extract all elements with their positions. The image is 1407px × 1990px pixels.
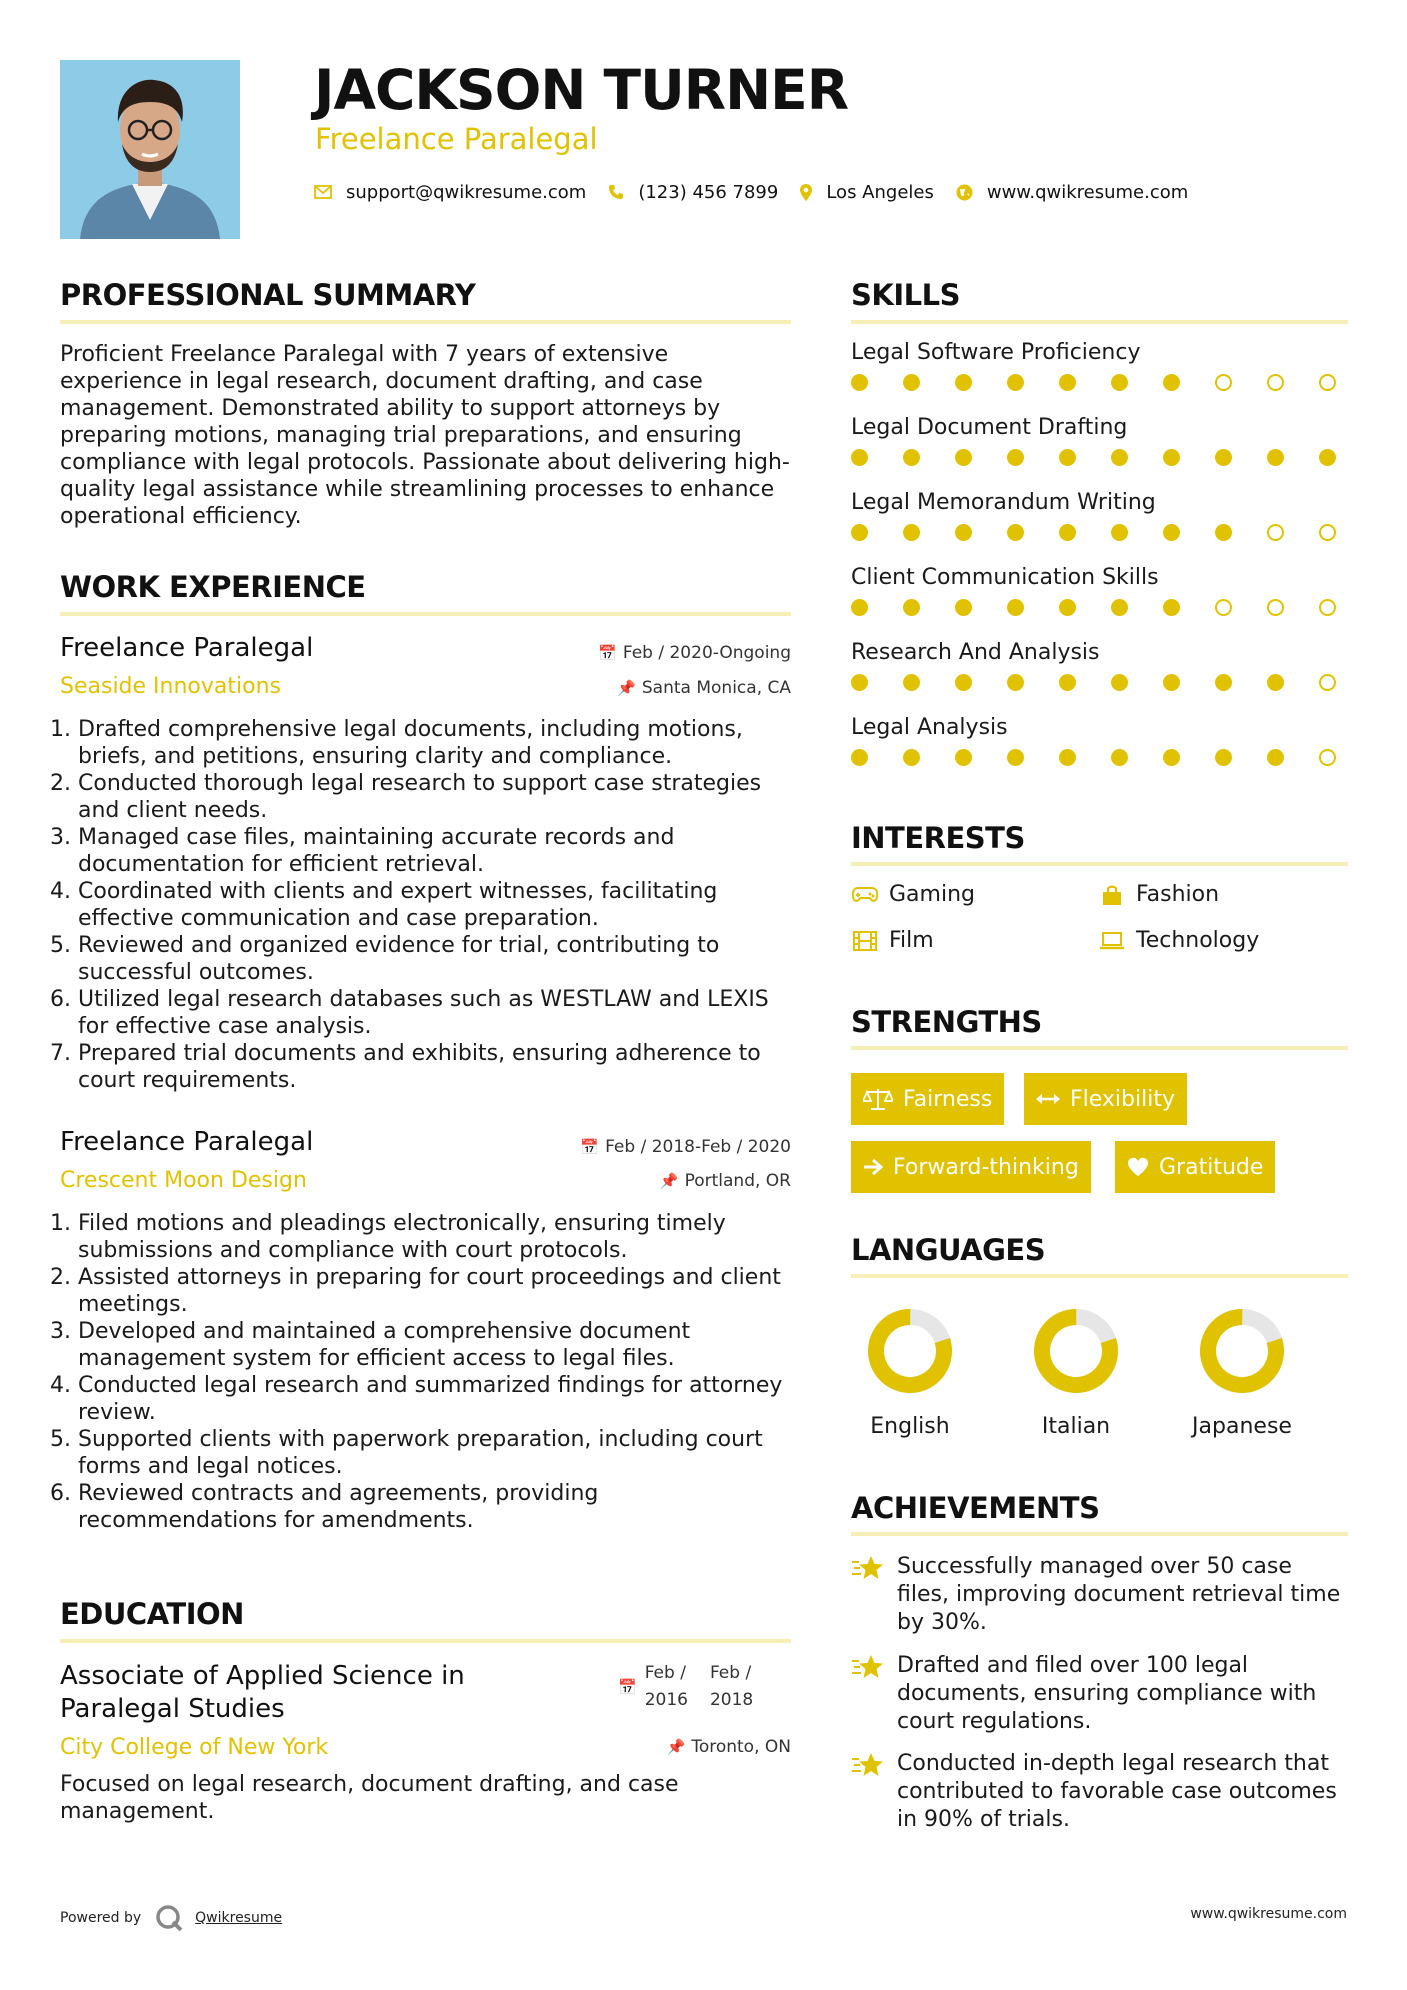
education-degree: Associate of Applied Science in Paralegal Studies	[60, 1661, 465, 1724]
achievement-text: Successfully managed over 50 case files, improving document retrieval time by 30%.	[897, 1554, 1341, 1635]
footer-url[interactable]: www.qwikresume.com	[1190, 1906, 1347, 1922]
rating-dot-filled	[1163, 674, 1180, 691]
rating-dot-filled	[1111, 524, 1128, 541]
interest-label: Fashion	[1136, 882, 1220, 907]
strength-label: Gratitude	[1159, 1154, 1264, 1180]
strength-badge	[851, 1073, 1004, 1125]
star-icon	[851, 1652, 885, 1682]
achievement-text: Conducted in-depth legal research that contributed to favorable case outcomes in 90% of trials.	[897, 1751, 1337, 1832]
map-pin-icon	[800, 184, 812, 201]
education-start	[645, 1660, 688, 1714]
rating-dot-filled	[1007, 599, 1024, 616]
rating-dot-filled	[1267, 449, 1284, 466]
education-dates	[618, 1660, 753, 1714]
language-ring-level	[1033, 1308, 1119, 1394]
skills-list	[851, 340, 1348, 790]
skill-row	[851, 490, 1348, 565]
experience-heading: WORK EXPERIENCE	[60, 570, 366, 604]
job-location	[617, 678, 791, 698]
skill-name: Legal Memorandum Writing	[851, 490, 1156, 515]
languages-chart	[840, 1306, 1340, 1446]
contact-bar	[314, 178, 1210, 206]
achievement-item	[851, 1553, 1348, 1637]
skill-row	[851, 415, 1348, 490]
powered-by-text: Powered by	[60, 1910, 142, 1926]
footer-powered	[60, 1904, 282, 1932]
duty-item: 6. Reviewed contracts and agreements, providing recommendations for amendments.	[78, 1480, 791, 1534]
duty-item: 4. Coordinated with clients and expert witnesses, facilitating effective communication and case preparation.	[78, 878, 791, 932]
profile-photo	[60, 60, 240, 239]
star-icon	[851, 1750, 885, 1780]
contact-location: Los Angeles	[826, 181, 934, 203]
arrows-horizontal-icon	[1036, 1092, 1060, 1106]
rating-dot-filled	[955, 599, 972, 616]
language-ring	[1031, 1306, 1121, 1396]
candidate-title: Freelance Paralegal	[315, 122, 598, 156]
rating-dot-empty	[1319, 749, 1336, 766]
skill-rating	[851, 674, 1336, 691]
strength-badge	[1024, 1073, 1187, 1125]
rating-dot-empty	[1319, 524, 1336, 541]
rating-dot-filled	[1215, 674, 1232, 691]
rating-dot-filled	[851, 524, 868, 541]
laptop-icon	[1098, 929, 1126, 953]
duty-item: 5. Supported clients with paperwork preparation, including court forms and legal notices.	[78, 1426, 791, 1480]
rating-dot-filled	[903, 374, 920, 391]
interest-item	[1098, 928, 1259, 953]
contact-website[interactable]: www.qwikresume.com	[986, 181, 1189, 203]
education-description: Focused on legal research, document drafting, and case management.	[60, 1772, 679, 1824]
rating-dot-filled	[903, 524, 920, 541]
skill-name: Legal Analysis	[851, 715, 1008, 740]
job-company: Crescent Moon Design	[60, 1168, 307, 1193]
language-ring-level	[1199, 1308, 1285, 1394]
rating-dot-empty	[1215, 374, 1232, 391]
rating-dot-filled	[903, 674, 920, 691]
strengths-divider	[851, 1046, 1348, 1050]
rating-dot-filled	[903, 449, 920, 466]
duty-item: 2. Assisted attorneys in preparing for court proceedings and client meetings.	[78, 1264, 791, 1318]
rating-dot-filled	[1111, 449, 1128, 466]
duty-item: 6. Utilized legal research databases such as WESTLAW and LEXIS for effective case analysis.	[78, 986, 791, 1040]
pushpin-icon: 📌	[666, 1738, 686, 1756]
gamepad-icon	[851, 883, 879, 907]
education-end	[710, 1660, 753, 1714]
calendar-icon: 📅	[618, 1678, 637, 1696]
language-ring	[865, 1306, 955, 1396]
job-location	[660, 1171, 791, 1191]
rating-dot-filled	[1007, 374, 1024, 391]
interest-label: Film	[889, 928, 934, 953]
pushpin-icon: 📌	[617, 679, 636, 697]
rating-dot-empty	[1267, 374, 1284, 391]
rating-dot-filled	[955, 749, 972, 766]
job-location-text: Santa Monica, CA	[641, 678, 791, 698]
language-label: Japanese	[1192, 1414, 1292, 1439]
duty-item: 3. Developed and maintained a comprehensive document management system for efficient access to legal files.	[78, 1318, 791, 1372]
rating-dot-filled	[1059, 749, 1076, 766]
language-label: English	[870, 1414, 950, 1439]
skill-row	[851, 640, 1348, 715]
education-divider	[60, 1639, 791, 1643]
education-location-text: Toronto, ON	[691, 1737, 791, 1757]
rating-dot-filled	[955, 674, 972, 691]
arrow-right-icon	[863, 1158, 883, 1176]
language-ring	[1197, 1306, 1287, 1396]
person-portrait-icon	[60, 60, 240, 239]
rating-dot-filled	[1059, 374, 1076, 391]
rating-dot-empty	[1319, 374, 1336, 391]
rating-dot-filled	[1163, 374, 1180, 391]
duty-item: 5. Reviewed and organized evidence for trial, contributing to successful outcomes.	[78, 932, 791, 986]
interests-divider	[851, 862, 1348, 866]
heart-icon	[1127, 1157, 1149, 1177]
achievement-item	[851, 1652, 1348, 1736]
achievement-item	[851, 1750, 1348, 1834]
education-location	[667, 1737, 791, 1757]
rating-dot-filled	[1111, 374, 1128, 391]
rating-dot-filled	[1215, 524, 1232, 541]
job-date	[580, 1137, 791, 1157]
balance-scale-icon	[863, 1087, 893, 1111]
skill-row	[851, 340, 1348, 415]
strength-label: Flexibility	[1070, 1086, 1175, 1112]
education-school: City College of New York	[60, 1735, 329, 1760]
qwikresume-logo-icon	[155, 1904, 183, 1932]
rating-dot-filled	[851, 599, 868, 616]
education-end-year: 2018	[709, 1690, 754, 1710]
rating-dot-filled	[1007, 524, 1024, 541]
rating-dot-filled	[1007, 449, 1024, 466]
duty-item: 1. Drafted comprehensive legal documents, including motions, briefs, and petitions, ensuring clarity and compliance.	[78, 716, 791, 770]
rating-dot-filled	[851, 449, 868, 466]
rating-dot-filled	[851, 674, 868, 691]
rating-dot-empty	[1267, 599, 1284, 616]
interest-item	[851, 928, 934, 953]
job-title: Freelance Paralegal	[60, 633, 314, 663]
education-heading: EDUCATION	[60, 1597, 244, 1631]
achievements-divider	[851, 1532, 1348, 1536]
rating-dot-filled	[1163, 749, 1180, 766]
rating-dot-filled	[1111, 599, 1128, 616]
skill-rating	[851, 599, 1336, 616]
rating-dot-filled	[1267, 749, 1284, 766]
interest-item	[1098, 882, 1219, 907]
rating-dot-filled	[1111, 674, 1128, 691]
rating-dot-filled	[1319, 449, 1336, 466]
language-ring-level	[867, 1308, 953, 1394]
education-start-year: 2016	[644, 1690, 688, 1710]
calendar-icon: 📅	[598, 644, 617, 662]
job-date	[598, 643, 791, 663]
duty-item: 2. Conducted thorough legal research to support case strategies and client needs.	[78, 770, 791, 824]
language-label: Italian	[1041, 1414, 1111, 1439]
skill-name: Client Communication Skills	[851, 565, 1159, 590]
film-icon	[851, 929, 879, 953]
job-duties	[60, 1210, 791, 1534]
rating-dot-filled	[903, 599, 920, 616]
skill-rating	[851, 449, 1336, 466]
education-start-month: Feb /	[644, 1663, 686, 1683]
rating-dot-filled	[1215, 449, 1232, 466]
skill-rating	[851, 524, 1336, 541]
rating-dot-filled	[851, 749, 868, 766]
star-icon	[851, 1553, 885, 1583]
skill-rating	[851, 749, 1336, 766]
rating-dot-filled	[903, 749, 920, 766]
interests-heading: INTERESTS	[851, 821, 1025, 855]
rating-dot-empty	[1319, 674, 1336, 691]
job-title: Freelance Paralegal	[60, 1127, 314, 1157]
summary-heading: PROFESSIONAL SUMMARY	[60, 278, 476, 312]
rating-dot-filled	[1163, 449, 1180, 466]
job-location-text: Portland, OR	[684, 1171, 791, 1191]
experience-divider	[60, 612, 791, 616]
achievement-text: Drafted and filed over 100 legal documents, ensuring compliance with court regulations.	[897, 1653, 1317, 1734]
duty-item: 7. Prepared trial documents and exhibits, ensuring adherence to court requirements.	[78, 1040, 791, 1094]
phone-icon	[608, 184, 624, 200]
rating-dot-filled	[1007, 749, 1024, 766]
rating-dot-filled	[851, 374, 868, 391]
skills-heading: SKILLS	[851, 278, 960, 312]
rating-dot-filled	[955, 449, 972, 466]
strength-badge	[1115, 1141, 1275, 1193]
strength-label: Fairness	[903, 1086, 993, 1112]
globe-icon	[956, 184, 973, 201]
rating-dot-filled	[1215, 749, 1232, 766]
skill-row	[851, 565, 1348, 640]
rating-dot-filled	[1059, 449, 1076, 466]
rating-dot-filled	[1163, 599, 1180, 616]
interest-label: Gaming	[889, 882, 975, 907]
interest-label: Technology	[1136, 928, 1260, 953]
languages-heading: LANGUAGES	[851, 1233, 1046, 1267]
envelope-icon	[314, 185, 332, 199]
skill-name: Research And Analysis	[851, 640, 1100, 665]
skill-row	[851, 715, 1348, 790]
rating-dot-filled	[1059, 599, 1076, 616]
strength-badge	[851, 1141, 1091, 1193]
job-date-text: Feb / 2020-Ongoing	[622, 643, 791, 663]
rating-dot-empty	[1215, 599, 1232, 616]
languages-divider	[851, 1274, 1348, 1278]
duty-item: 3. Managed case files, maintaining accurate records and documentation for efficient retrieval.	[78, 824, 791, 878]
rating-dot-filled	[1163, 524, 1180, 541]
rating-dot-filled	[1267, 674, 1284, 691]
strength-label: Forward-thinking	[893, 1154, 1079, 1180]
achievements-heading: ACHIEVEMENTS	[851, 1491, 1100, 1525]
rating-dot-filled	[1007, 674, 1024, 691]
rating-dot-filled	[1059, 524, 1076, 541]
pushpin-icon: 📌	[659, 1172, 679, 1190]
skill-name: Legal Document Drafting	[851, 415, 1128, 440]
candidate-name: JACKSON TURNER	[314, 58, 849, 122]
rating-dot-empty	[1319, 599, 1336, 616]
calendar-icon: 📅	[580, 1138, 600, 1156]
summary-divider	[60, 320, 791, 324]
job-duties	[60, 716, 791, 1094]
job-date-text: Feb / 2018-Feb / 2020	[605, 1137, 791, 1157]
rating-dot-filled	[1059, 674, 1076, 691]
interest-item	[851, 882, 975, 907]
education-end-month: Feb /	[709, 1663, 752, 1683]
summary-text: Proficient Freelance Paralegal with 7 years of extensive experience in legal research, document drafting, and case management. Demonstrated ability to support attorneys by preparing motions, managing trial preparations, and ensuring compliance with legal protocols. Passionate about delivering high-quality legal assistance while streamlining processes to enhance operational efficiency.	[60, 342, 790, 529]
strengths-heading: STRENGTHS	[851, 1005, 1042, 1039]
contact-email[interactable]: support@qwikresume.com	[346, 181, 587, 203]
rating-dot-filled	[1111, 749, 1128, 766]
rating-dot-filled	[955, 374, 972, 391]
duty-item: 1. Filed motions and pleadings electronically, ensuring timely submissions and compliance with court protocols.	[78, 1210, 791, 1264]
job-company: Seaside Innovations	[60, 674, 281, 699]
shopping-bag-icon	[1098, 883, 1126, 907]
rating-dot-filled	[955, 524, 972, 541]
skill-rating	[851, 374, 1336, 391]
rating-dot-empty	[1267, 524, 1284, 541]
brand-link[interactable]: Qwikresume	[195, 1910, 283, 1926]
duty-item: 4. Conducted legal research and summarized findings for attorney review.	[78, 1372, 791, 1426]
skill-name: Legal Software Proficiency	[851, 340, 1141, 365]
contact-phone[interactable]: (123) 456 7899	[638, 181, 779, 203]
skills-divider	[851, 320, 1348, 324]
